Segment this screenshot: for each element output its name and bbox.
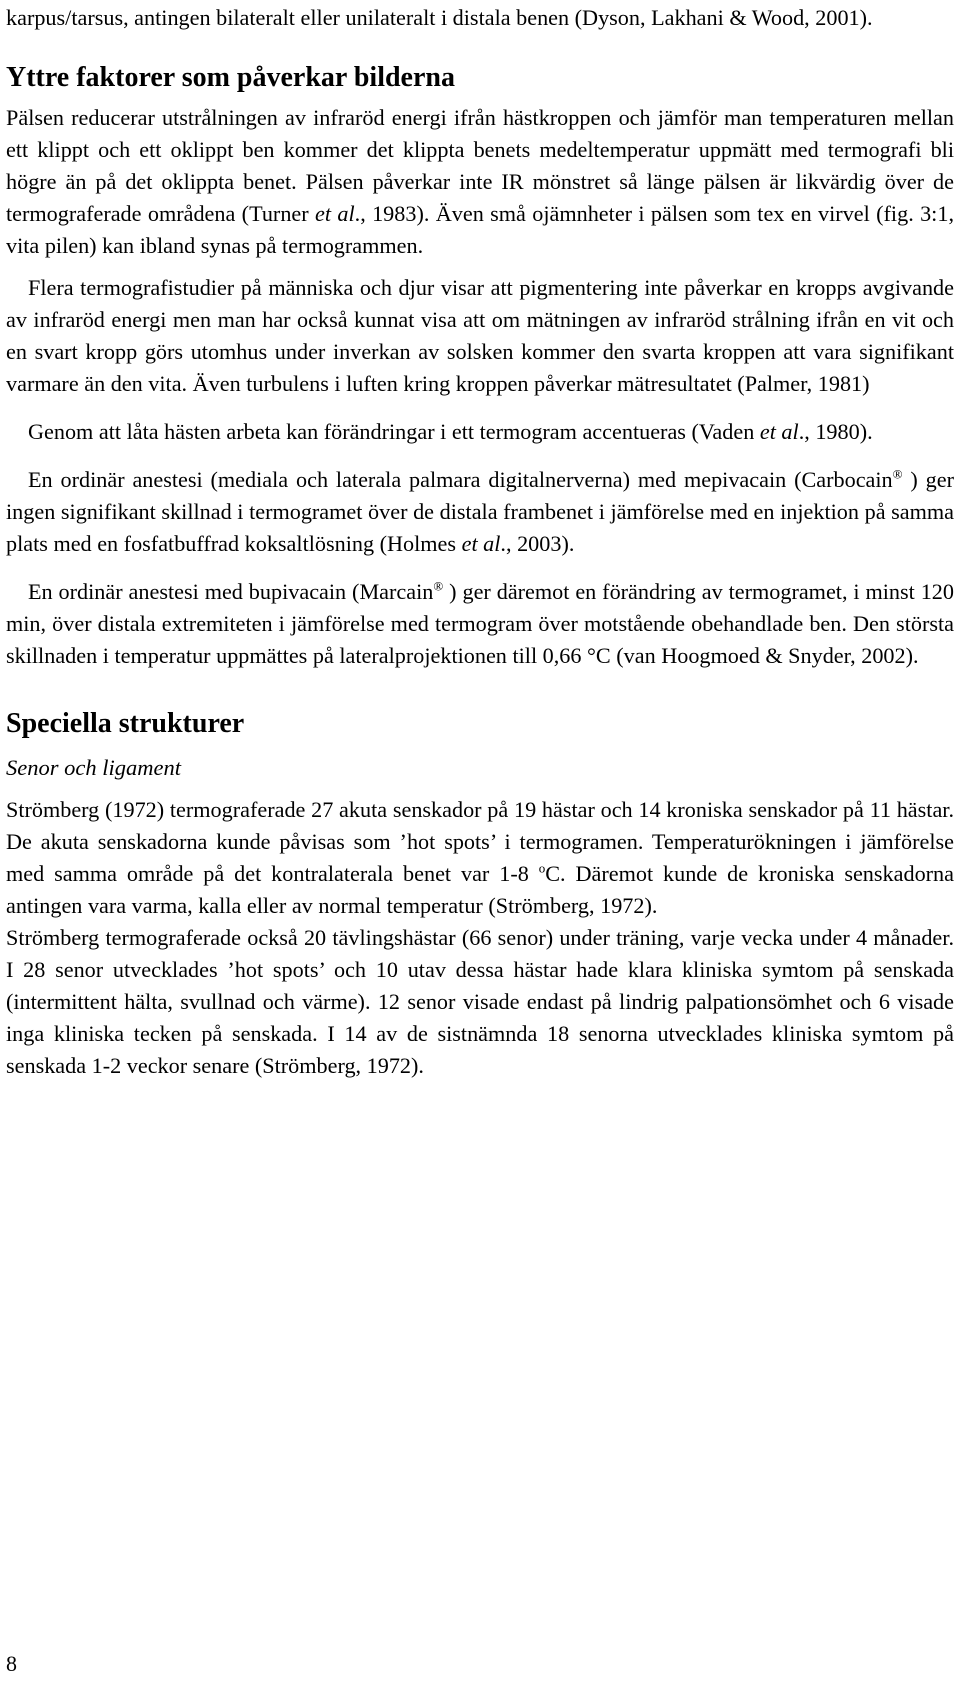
paragraph-bupivacain: En ordinär anestesi med bupivacain (Marcain® ) ger däremot en förändring av termogramet, i minst 120 min, över distala extremiteten i jämförelse med termogram över motstående obehandlade ben. Den största skillnaden i temperatur uppmättes på lateralprojektionen till 0,66 °C (van Hoogmoed & Snyder, 2002). bbox=[6, 578, 954, 668]
paragraph-stromberg-2: Strömberg termograferade också 20 tävlingshästar (66 senor) under träning, varje vecka under 4 månader. I 28 senor utvecklades ’hot spots’ och 10 utav dessa hästar hade klara kliniska symtom på senskada (intermittent hälta, svullnad och värme). 12 senor visade endast på lindrig palpationsömhet och 6 visade inga kliniska tecken på senskada. I 14 av de sistnämnda 18 senorna utvecklades kliniska symtom på senskada 1-2 veckor senare (Strömberg, 1972). bbox=[6, 925, 954, 1078]
paragraph-mepivacain: En ordinär anestesi (mediala och laterala palmara digitalnerverna) med mepivacain (Carbocain® ) ger ingen signifikant skillnad i termogramet över de distala frambenet i jämförelse med en injektion på samma plats med en fosfatbuffrad koksaltlösning (Holmes et al., 2003). bbox=[6, 466, 954, 556]
degree-mark: o bbox=[538, 860, 546, 876]
paragraph-arbete: Genom att låta hästen arbeta kan förändringar i ett termogram accentueras (Vaden et al., 1980). bbox=[28, 419, 873, 444]
registered-mark: ® bbox=[892, 466, 903, 482]
registered-mark: ® bbox=[433, 578, 444, 594]
page-number: 8 bbox=[6, 1651, 17, 1676]
section-heading-yttre-faktorer: Yttre faktorer som påverkar bilderna bbox=[6, 62, 455, 93]
paragraph-stromberg-1: Strömberg (1972) termograferade 27 akuta senskador på 19 hästar och 14 kroniska senskador på 11 hästar. De akuta senskadorna kunde påvisas som ’hot spots’ i termogramen. Temperaturökningen i jämförelse med samma område på det kontralaterala benet var 1-8 $^o$C. Däremot kunde de kroniska senskadorna antingen vara varma, kalla eller av normal temperatur (Strömberg, 1972). bbox=[6, 797, 954, 918]
section-heading-speciella-strukturer: Speciella strukturer bbox=[6, 708, 245, 739]
document-page bbox=[6, 0, 954, 1082]
subheading-senor-och-ligament: Senor och ligament bbox=[6, 755, 181, 780]
continuation-paragraph: karpus/tarsus, antingen bilateralt eller unilateralt i distala benen (Dyson, Lakhani & Wood, 2001). bbox=[6, 5, 873, 30]
paragraph-pigmentering: Flera termografistudier på människa och djur visar att pigmentering inte påverkar en kropps avgivande av infraröd energi men man har också kunnat visa att om mätningen av infraröd strålning ifrån en vit och en svart kropp görs utomhus under inverkan av solsken kommer den svarta kroppen att vara signifikant varmare än den vita. Även turbulens i luften kring kroppen påverkar mätresultatet (Palmer, 1981) bbox=[6, 275, 954, 396]
paragraph-pals: Pälsen reducerar utstrålningen av infraröd energi ifrån hästkroppen och jämför man temperaturen mellan ett klippt och ett oklippt ben kommer det klippta benets medeltemperatur uppmätt med termografi bli högre än på det oklippta benet. Pälsen påverkar inte IR mönstret så länge pälsen är likvärdig över de termograferade områdena (Turner et al., 1983). Även små ojämnheter i pälsen som tex en virvel (fig. 3:1, vita pilen) kan ibland synas på termogrammen. bbox=[6, 105, 954, 258]
